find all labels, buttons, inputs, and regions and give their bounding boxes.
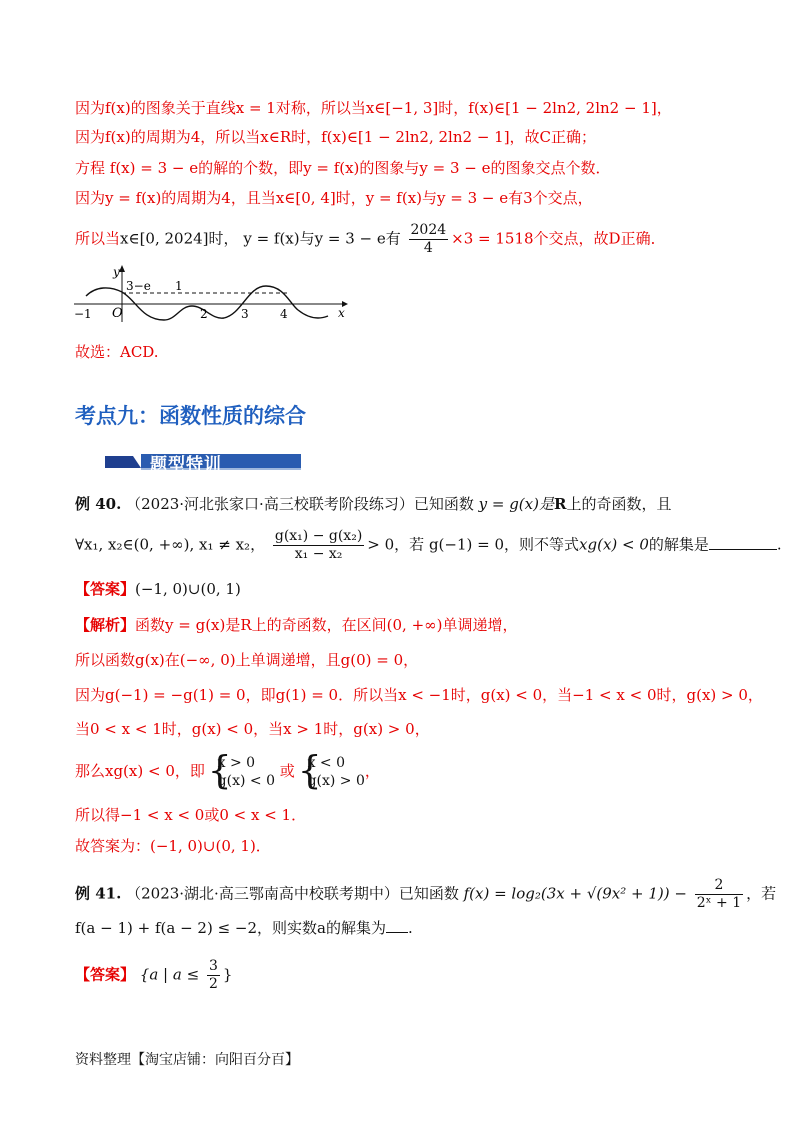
- section-title: 考点九：函数性质的综合: [75, 404, 306, 428]
- ex40-analysis-3: 因为g(−1) = −g(1) = 0，即g(1) = 0．所以当x < −1时，g(x) < 0，当−1 < x < 0时，g(x) > 0，: [75, 686, 763, 704]
- ex40-cond-c: g(−1) = 0，则不等式: [428, 535, 580, 554]
- ex41-condition: [75, 917, 413, 939]
- y-axis-arrow: [119, 265, 125, 272]
- ex40-cond-fraction: $\frac{\text{g(x₁) − g(x₂)}}{\text{x₁ − x₂}}$: [274, 528, 363, 562]
- ex40-cond-e: 的解集是: [648, 535, 709, 554]
- ex40-analysis-7: 故答案为：(−1, 0)∪(0, 1)．: [75, 837, 271, 855]
- ex41-cond: f(a − 1) + f(a − 2) ≤ −2，则实数a的解集为: [75, 919, 386, 937]
- ex40-analysis-tag: 【解析】: [75, 616, 136, 634]
- ex40-cond-a: ∀x₁, x₂∈(0, +∞), x₁ ≠ x₂，: [75, 535, 266, 554]
- line5-part-b: x∈[0, 2024]时，: [120, 229, 239, 248]
- answer-choice: 故选：ACD.: [75, 343, 159, 361]
- ex40-label: 例 40.: [75, 495, 122, 513]
- function-graph: [72, 262, 352, 324]
- ex40-analysis-4: 当0 < x < 1时，g(x) < 0，当x > 1时，g(x) > 0，: [75, 720, 430, 738]
- ex41-func: f(x) = log₂(3x + √(9x² + 1)) −: [463, 884, 687, 903]
- x-axis-label: x: [338, 306, 345, 320]
- solution-line-3: 方程 f(x) = 3 − e的解的个数，即y = f(x)的图象与y = 3 − e的图象交点个数．: [75, 159, 611, 177]
- ex40-source: （2023·河北张家口·高三校联考阶段练习）已知函数: [126, 495, 474, 513]
- line5-fraction: $\frac{2024}{4}$: [410, 222, 447, 256]
- ex40-answer-value: (−1, 0)∪(0, 1): [135, 580, 241, 598]
- ex41-func-end: ，若: [746, 884, 777, 903]
- ex40-analysis-6: 所以得−1 < x < 0或0 < x < 1．: [75, 806, 307, 824]
- ex41-cond-end: .: [407, 919, 413, 937]
- ex41-answer-blank: [386, 918, 408, 933]
- ex40-cond-d: xg(x) < 0: [579, 535, 649, 554]
- ex41-func-fraction: $\frac{2}{\text{2ˣ + 1}}$: [696, 877, 742, 911]
- line5-part-d: ×3 = 1518个交点，故D正确．: [451, 229, 666, 248]
- ex40-analysis-2: 所以函数g(x)在(−∞, 0)上单调递增，且g(0) = 0，: [75, 651, 419, 669]
- level-label: 3−e: [126, 279, 151, 293]
- ex41-answer-a: {a | a ≤: [139, 965, 200, 984]
- ex40-analysis-5: [75, 754, 380, 790]
- ex40-stem: [75, 493, 671, 515]
- ex40-stem-a: y = g(x)是: [478, 495, 554, 513]
- ex41-answer-fraction: $\frac{3}{2}$: [208, 958, 218, 992]
- ex41-answer: [75, 958, 232, 993]
- ex40-cond-b: > 0，若: [367, 535, 425, 554]
- ex41-answer-b: }: [222, 965, 233, 984]
- tick-label-3: 3: [241, 307, 249, 321]
- ex40-comma: ，: [364, 762, 380, 780]
- ex40-analysis-1: [75, 614, 518, 636]
- y-axis-label: y: [113, 265, 120, 279]
- tick-label-2: 2: [200, 307, 208, 321]
- solution-line-1: 因为f(x)的图象关于直线x = 1对称，所以当x∈[−1, 3]时，f(x)∈[1 − 2ln2, 2ln2 − 1]，: [75, 99, 672, 117]
- ex40-answer-blank: [709, 535, 777, 550]
- ex40-analysis-text-1: 函数y = g(x)是R上的奇函数，在区间(0, +∞)单调递增，: [135, 616, 518, 634]
- ex40-stem-R: R: [553, 495, 567, 513]
- solution-line-2: 因为f(x)的周期为4，所以当x∈R时，f(x)∈[1 − 2ln2, 2ln2 − 1]，故C正确；: [75, 128, 597, 146]
- tick-label-neg1: −1: [74, 307, 92, 321]
- ex40-answer: [75, 578, 241, 600]
- ex40-condition: ∀x₁, x₂∈(0, +∞), x₁ ≠ x₂， $\frac{\text{g(x₁) − g(x₂)}}{\text{x₁ − x₂}}$ > 0，若 g(−1) = 0，则不等式xg(x) < 0的解集是 .: [75, 528, 782, 562]
- solution-line-5: [75, 222, 666, 257]
- ex40-analysis-5a: 那么xg(x) < 0，即: [75, 762, 205, 780]
- ex41-source: （2023·湖北·高三鄂南高中校联考期中）已知函数: [126, 884, 459, 903]
- ex40-system-2: { x < 0 g(x) > 0: [300, 754, 365, 790]
- origin-label: O: [112, 306, 123, 321]
- line5-part-c: y = f(x)与y = 3 − e有: [243, 229, 401, 248]
- ex41-label: 例 41.: [75, 884, 122, 903]
- ex40-answer-tag: 【答案】: [75, 580, 136, 598]
- ex40-or: 或: [279, 762, 295, 780]
- tick-label-4: 4: [280, 307, 288, 321]
- solution-line-4: 因为y = f(x)的周期为4，且当x∈[0, 4]时，y = f(x)与y = 3 − e有3个交点，: [75, 189, 593, 207]
- ex41-stem: [75, 877, 776, 912]
- ex40-system-1: { x > 0 g(x) < 0: [210, 754, 275, 790]
- one-label: 1: [175, 279, 183, 293]
- line5-part-a: 所以当: [75, 229, 121, 248]
- ex40-stem-b: 上的奇函数，且: [566, 495, 672, 513]
- banner-text: 题型特训: [150, 455, 222, 475]
- footer-note: 资料整理【淘宝店铺：向阳百分百】: [75, 1052, 299, 1068]
- ex41-answer-tag: 【答案】: [75, 965, 136, 984]
